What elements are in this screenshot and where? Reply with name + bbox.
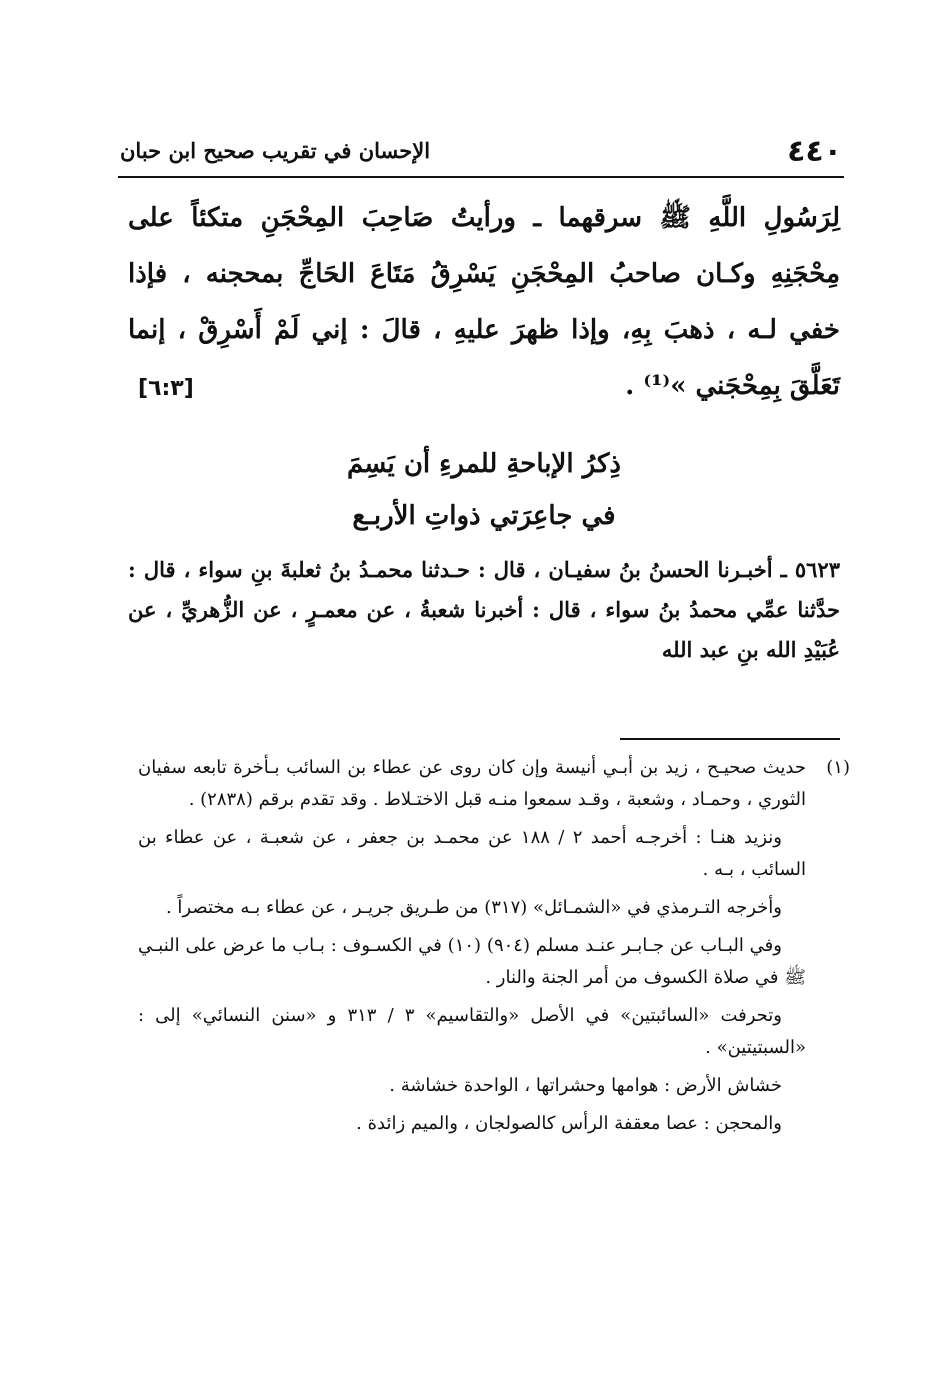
main-paragraph: لِرَسُولِ اللَّهِ ﷺ سرقهما ـ ورأيتُ صَاحِبَ المِحْجَنِ متكئاً على مِحْجَنِهِ وكـان صاحبُ المِحْجَنِ يَسْرِقُ مَتَاعَ الحَاجِّ بمحجنه ، فإذا خفي لـه ، ذهبَ بِهِ، وإذا ظهرَ عليهِ ، قالَ : إني لَمْ أَسْرِقْ ، إنما تَعَلَّقَ بِمِحْجَني »⁽¹⁾ . [128, 203, 840, 401]
footnote-paragraph-5: وتحرفت «السائبتين» في الأصل «والتقاسيم» ٣ / ٣١٣ و «سنن النسائي» إلى : «السبتيتين» . [138, 1005, 806, 1058]
footnote-paragraph-3: وأخرجه التـرمذي في «الشمـائل» (٣١٧) من طـريق جريـر ، عن عطاء بـه مختصراً . [165, 897, 782, 918]
footnote-paragraph-4: وفي البـاب عن جـابـر عنـد مسلم (٩٠٤) (١٠) في الكسـوف : بـاب ما عرض على النبـي ﷺ في صلاة الكسوف من أمر الجنة والنار . [138, 935, 806, 988]
footnote-text-1: حديث صحيـح ، زيد بن أبـي أنيسة وإن كان روى عن عطاء بن السائب بـأخرة تابعه سفيان الثوري ، وحمـاد ، وشعبة ، وقـد سمعوا منـه قبل الاختـلاط . وقد تقدم برقم (٢٨٣٨) . [138, 757, 806, 810]
running-title: الإحسان في تقريب صحيح ابن حبان [120, 138, 431, 163]
footnotes [138, 752, 850, 1146]
footnote-rule [620, 738, 840, 740]
footnote-paragraph-1 [138, 752, 850, 816]
page-number: ٤٤٠ [787, 134, 842, 169]
section-heading [128, 438, 840, 542]
page-header [120, 128, 842, 172]
footnote-paragraph-7: والمحجن : عصا معقفة الرأس كالصولجان ، والميم زائدة . [356, 1113, 782, 1134]
header-rule [118, 176, 844, 178]
footnote-paragraph-2: ونزيد هنـا : أخرجـه أحمد ٢ / ١٨٨ عن محمـد بن جعفر ، عن شعبـة ، عن عطاء بن السائب ، بـه . [138, 827, 806, 880]
section-heading-line-2: في جاعِرَتي ذواتِ الأربـع [352, 501, 616, 531]
section-heading-line-1: ذِكرُ الإباحةِ للمرءِ أن يَسِمَ [347, 449, 621, 479]
footnote-marker: (١) [826, 757, 850, 778]
hadith-paragraph: ٥٦٢٣ ـ أخبـرنا الحسنُ بنُ سفيـان ، قال : حـدثنا محمـدُ بنُ ثعلبةَ بنِ سواء ، قال : حدَّثنا عمِّي محمدُ بنُ سواء ، قال : أخبرنا شعبةُ ، عن معمـرٍ ، عن الزُّهريِّ ، عن عُبَيْدِ الله بنِ عبد الله [128, 557, 840, 662]
main-text-block [128, 190, 840, 414]
footnote-paragraph-6: خشاش الأرض : هوامها وحشراتها ، الواحدة خشاشة . [389, 1075, 782, 1096]
hadith-block [128, 550, 840, 670]
hadith-reference: [٦:٣] [138, 376, 194, 401]
